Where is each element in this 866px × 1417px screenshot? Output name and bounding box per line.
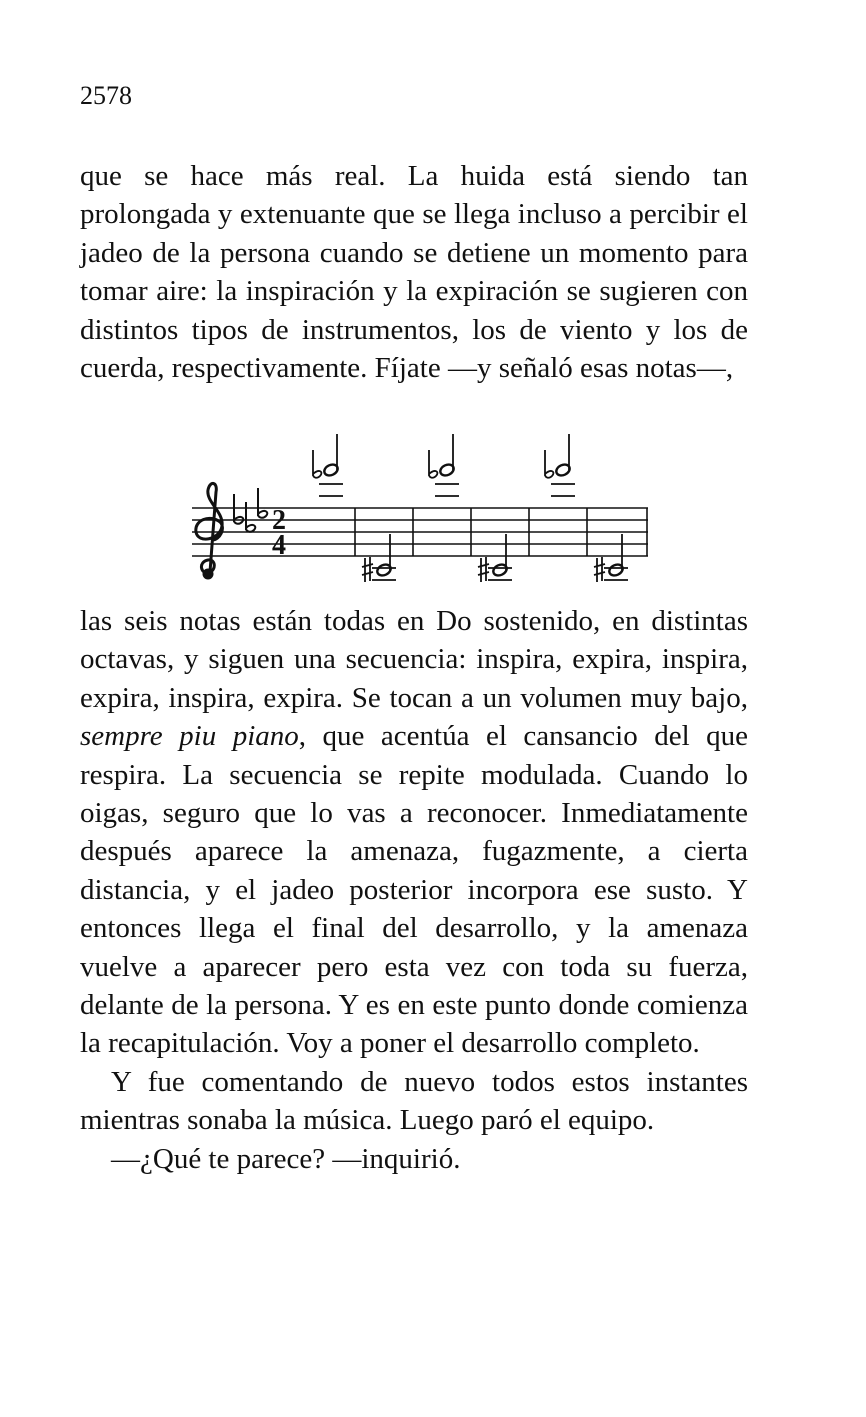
paragraph-intro: que se hace más real. La huida está siendo tan prolongada y extenuante que se llega incluso a percibir el jadeo de la persona cuando se detiene un momento para tomar aire: la inspiración y la expiración se sugieren con distintos tipos de instrumentos, los de viento y los de cuerda, respectivamente. Fíjate —y señaló esas notas—, (80, 160, 748, 385)
paragraph-narration: Y fue comentando de nuevo todos estos instantes mientras sonaba la música. Luego paró el equipo. (80, 1065, 748, 1137)
music-note (429, 434, 459, 496)
sharp-icon (362, 557, 373, 582)
treble-clef-icon (196, 483, 223, 578)
tempo-marking: sempre piu piano (80, 720, 299, 753)
text-block-top (80, 157, 748, 387)
key-signature-flats-icon (234, 488, 267, 532)
music-note (545, 434, 575, 496)
music-note (478, 534, 512, 582)
paragraph-dialogue: —¿Qué te parece? —inquirió. (111, 1142, 461, 1175)
music-note (362, 534, 396, 582)
flat-icon (429, 450, 437, 478)
paragraph-notes-part1: las seis notas están todas en Do sostenido, en distintas octavas, y siguen una secuencia: inspira, expira, inspira, expira, inspira, expira. Se tocan a un volumen muy bajo, (80, 605, 748, 714)
flat-icon (545, 450, 553, 478)
sharp-icon (478, 557, 489, 582)
staff-lines (192, 508, 648, 556)
music-note (594, 534, 628, 582)
music-excerpt (186, 428, 656, 590)
text-block-bottom (80, 602, 748, 1178)
sharp-icon (594, 557, 605, 582)
music-note (313, 434, 343, 496)
page-number: 2578 (80, 81, 132, 110)
paragraph-notes (80, 602, 748, 1063)
music-staff-figure (186, 428, 656, 590)
paragraph-notes-part2: , que acentúa el cansancio del que respira. La secuencia se repite modulada. Cuando lo oigas, seguro que lo vas a reconocer. Inmediatamente después aparece la amenaza, fugazmente, a cierta distancia, y el jadeo posterior incorpora ese susto. Y entonces llega el final del desarrollo, y la amenaza vuelve a aparecer pero esta vez con toda su fuerza, delante de la persona. Y es en este punto donde comienza la recapitulación. Voy a poner el desarrollo completo. (80, 720, 748, 1060)
time-signature-numerator: 2 (272, 505, 286, 536)
flat-icon (313, 450, 321, 478)
time-signature-denominator: 4 (272, 530, 286, 561)
